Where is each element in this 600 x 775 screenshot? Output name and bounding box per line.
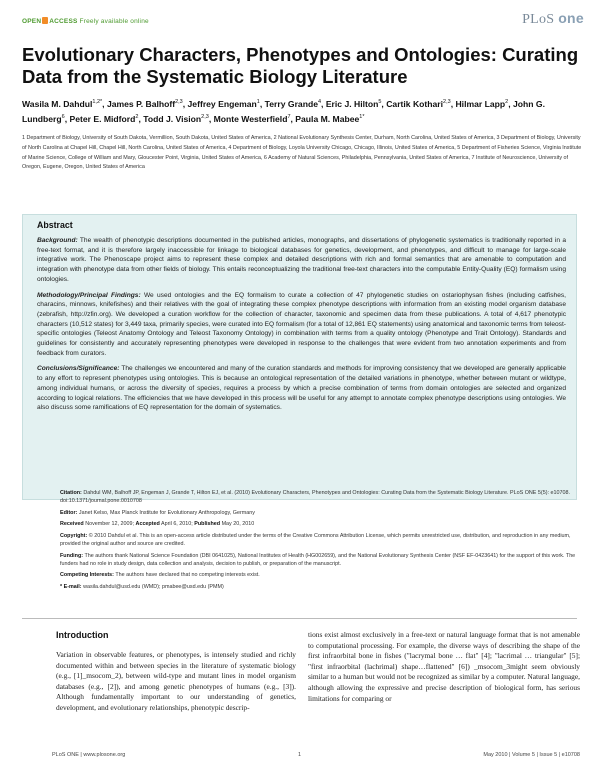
email: * E-mail: wasila.dahdul@usd.edu (WMD); pmabee@usd.edu (PMM): [60, 584, 224, 591]
author-affiliation-marker: 1*: [359, 114, 365, 121]
journal-logo: [522, 10, 584, 28]
competing-interests: Competing Interests: The authors have declared that no competing interests exist.: [60, 572, 260, 579]
citation: Citation: Dahdul WM, Balhoff JP, Engeman J, Grande T, Hilton EJ, et al. (2010) Evolutionary Characters, Phenotypes and Ontologies: Curating Data from the Systematic Biology Literature. PLoS ONE 5(5): e10708. doi:10.1371/journal.pone.0010708: [60, 490, 570, 504]
author-name: Hilmar Lapp$^2$: [455, 98, 509, 109]
footer-issue: May 2010 | Volume 5 | Issue 5 | e10708: [483, 752, 580, 758]
author-affiliation-marker: 2: [505, 99, 509, 105]
author-affiliation-marker: 6: [61, 114, 65, 121]
abstract-box: [22, 214, 577, 500]
page-number: 1: [298, 752, 302, 758]
author-name: John G. Lundberg$^6$: [22, 98, 545, 125]
author-affiliation-marker: 1,2*: [92, 99, 103, 105]
abstract-methods: Methodology/Principal Findings: We used ontologies and the EQ formalism to curate a collection of 47 phylogenetic studies on ostariophysan fishes (including catfishes, characins, minnows, knifefishes) and their relatives with the goal of integrating these complex phenotype descriptions with information from an existing model organism database (zebrafish, http://zfin.org). We developed a curation workflow for the collection of character, taxonomic and specimen data from these publications. A total of 4,617 phenotypic characters (10,512 states) for 3,449 taxa, primarily species, were curated into EQ formalism (for a total of 12,861 EQ statements) using anatomical and taxonomic terms from teleost-specific ontologies (Teleost Anatomy Ontology and Teleost Taxonomy Ontology) in combination with terms from a quality ontology (Phenotype and Trait Ontology). Standards and guidelines for consistently and accurately representing phenotypes were developed in response to the challenges that were evident from two annotation experiments and from feedback from curators.: [37, 291, 566, 357]
author-name: Eric J. Hilton$^5$: [325, 98, 382, 109]
open-access-badge: OPEN ACCESS Freely available online: [22, 18, 149, 25]
author-name: Jeffrey Engeman$^1$: [187, 98, 260, 109]
dates: Received November 12, 2009; Accepted April 6, 2010; Published May 20, 2010: [60, 521, 255, 528]
author-name: Paula M. Mabee$^{1*}$: [295, 114, 365, 125]
author-name: Cartik Kothari$^{2,3}$: [386, 98, 451, 109]
author-name: Wasila M. Dahdul$^{1,2*}$: [22, 98, 103, 109]
intro-column-left: [56, 630, 296, 714]
footer-journal: PLoS ONE | www.plosone.org: [52, 752, 126, 758]
intro-column-right: [308, 630, 580, 704]
author-affiliation-marker: 2: [135, 114, 139, 121]
intro-text-right: tions exist almost exclusively in a free-text or natural language format that is not amenable to computational processing. For example, the diverse ways of describing the shape of the first infraorbital bone in fishes ("lacrymal bone … flat" [4]; "lacrimal … triangular" [5]; "first infraorbital (lachrimal) shape…flattened" [6]) _msocom_3might seem obviously similar to a human but would not be recognized as similar by a computer. Natural language, although allowing the expressive and precise description of biological form, has serious limitations for comparing or: [308, 630, 580, 703]
author-name: Terry Grande$^4$: [264, 98, 322, 109]
author-name: James P. Balhoff$^{2,3}$: [106, 98, 183, 109]
abstract-background: Background: The wealth of phenotypic descriptions documented in the published articles, monographs, and dissertations of phylogenetic systematics is traditionally reported in a free-text format, and it is therefore largely inaccessible for linkage to biological databases for genetics, development, and phenotypes, and difficult to manage for large-scale integrative work. The Phenoscape project aims to represent these complex and detailed descriptions with rich and formal semantics that are amenable to computation and integration with phenotype data from other fields of biology. This entails reconceptualizing the traditional free-text characters into the computable Entity-Quality (EQ) formalism using ontologies.: [37, 237, 566, 283]
author-affiliation-marker: 2,3: [201, 114, 209, 121]
copyright: Copyright: © 2010 Dahdul et al. This is an open-access article distributed under the terms of the Creative Commons Attribution License, which permits unrestricted use, distribution, and reproduction in any medium, provided the original author and source are credited.: [60, 533, 571, 547]
author-name: Peter E. Midford$^2$: [69, 114, 139, 125]
intro-heading: Introduction: [56, 630, 109, 640]
funding: Funding: The authors thank National Science Foundation (DBI 0641025), National Institutes of Health (HG002659), and the National Evolutionary Synthesis Center (NSF EF-0423641) for the support of this work. The funders had no role in study design, data collection and analysis, decision to publish, or preparation of the manuscript.: [60, 552, 576, 567]
abstract-heading: Abstract: [37, 220, 73, 230]
logo-one: one: [558, 10, 584, 26]
author-name: Todd J. Vision$^{2,3}$: [143, 114, 209, 125]
abstract-conclusions: Conclusions/Significance: The challenges we encountered and many of the curation standards and methods for improving consistency that we developed are generally applicable to any effort to represent phenotypes using ontologies. This is because an ontological representation of the detailed variations in phenotype, whether between mutant or wildtype, among individual humans, or across the diversity of species, requires a process by which a precise combination of terms from domain ontologies are selected and organized according to logical relations. The efficiencies that we have developed in this process will be useful for any attempt to annotate complex phenotype descriptions using ontologies. We also discuss some ramifications of EQ representation for the domain of systematics.: [37, 365, 567, 412]
section-divider: [22, 618, 577, 619]
author-name: Monte Westerfield$^7$: [213, 114, 291, 125]
author-affiliation-marker: 5: [378, 99, 382, 105]
intro-text-left: Variation in observable features, or phenotypes, is intensely studied and richly documented within and between species in the literature of systematic biology (e.g., [1]_msocom_2), between wild-type and mutant lines in model organism databases (e.g., [2]), and among genetic phenotypes of humans (e.g., [3]). Although fundamentally important to our understanding of genetics, development, and evolutionary relationships, phenotypic descrip-: [56, 650, 296, 712]
author-affiliation-marker: 2,3: [175, 99, 183, 105]
freely-available-label: Freely available online: [79, 18, 149, 25]
affiliations: 1 Department of Biology, University of South Dakota, Vermillion, South Dakota, United States of America, 2 National Evolutionary Synthesis Center, Durham, North Carolina, United States of America, 3 Department of Biology, University of North Carolina at Chapel Hill, Chapel Hill, North Carolina, United States of America, 4 Department of Biology, Loyola University Chicago, Chicago, Illinois, United States of America, 5 Department of Fisheries Science, Virginia Institute of Marine Science, College of William and Mary, Gloucester Point, Virginia, United States of America, 6 Academy of Natural Sciences, Philadelphia, Pennsylvania, United States of America, 7 Institute of Neuroscience, University of Oregon, Eugene, Oregon, United States of America: [22, 135, 582, 171]
author-affiliation-marker: 1: [256, 99, 260, 105]
author-affiliation-marker: 2,3: [443, 99, 451, 105]
open-lock-icon: [42, 17, 48, 24]
editor: Editor: Janet Kelso, Max Planck Institute for Evolutionary Anthropology, Germany: [60, 509, 255, 516]
logo-plos: PLoS: [522, 12, 555, 27]
author-affiliation-marker: 7: [287, 114, 291, 121]
article-metadata: [60, 490, 580, 596]
author-list: Wasila M. Dahdul$^{1,2*}$, James P. Balhoff$^{2,3}$, Jeffrey Engeman$^1$, Terry Grande$^4$, Eric J. Hilton$^5$, Cartik Kothari$^{2,3}$, Hilmar Lapp$^2$, John G. Lundberg$^6$, Peter E. Midford$^2$, Todd J. Vision$^{2,3}$, Monte Westerfield$^7$, Paula M. Mabee$^{1*}$: [22, 98, 545, 125]
author-affiliation-marker: 4: [317, 99, 322, 105]
paper-title: Evolutionary Characters, Phenotypes and Ontologies: Curating Data from the Systematic Biology Literature: [22, 44, 579, 87]
